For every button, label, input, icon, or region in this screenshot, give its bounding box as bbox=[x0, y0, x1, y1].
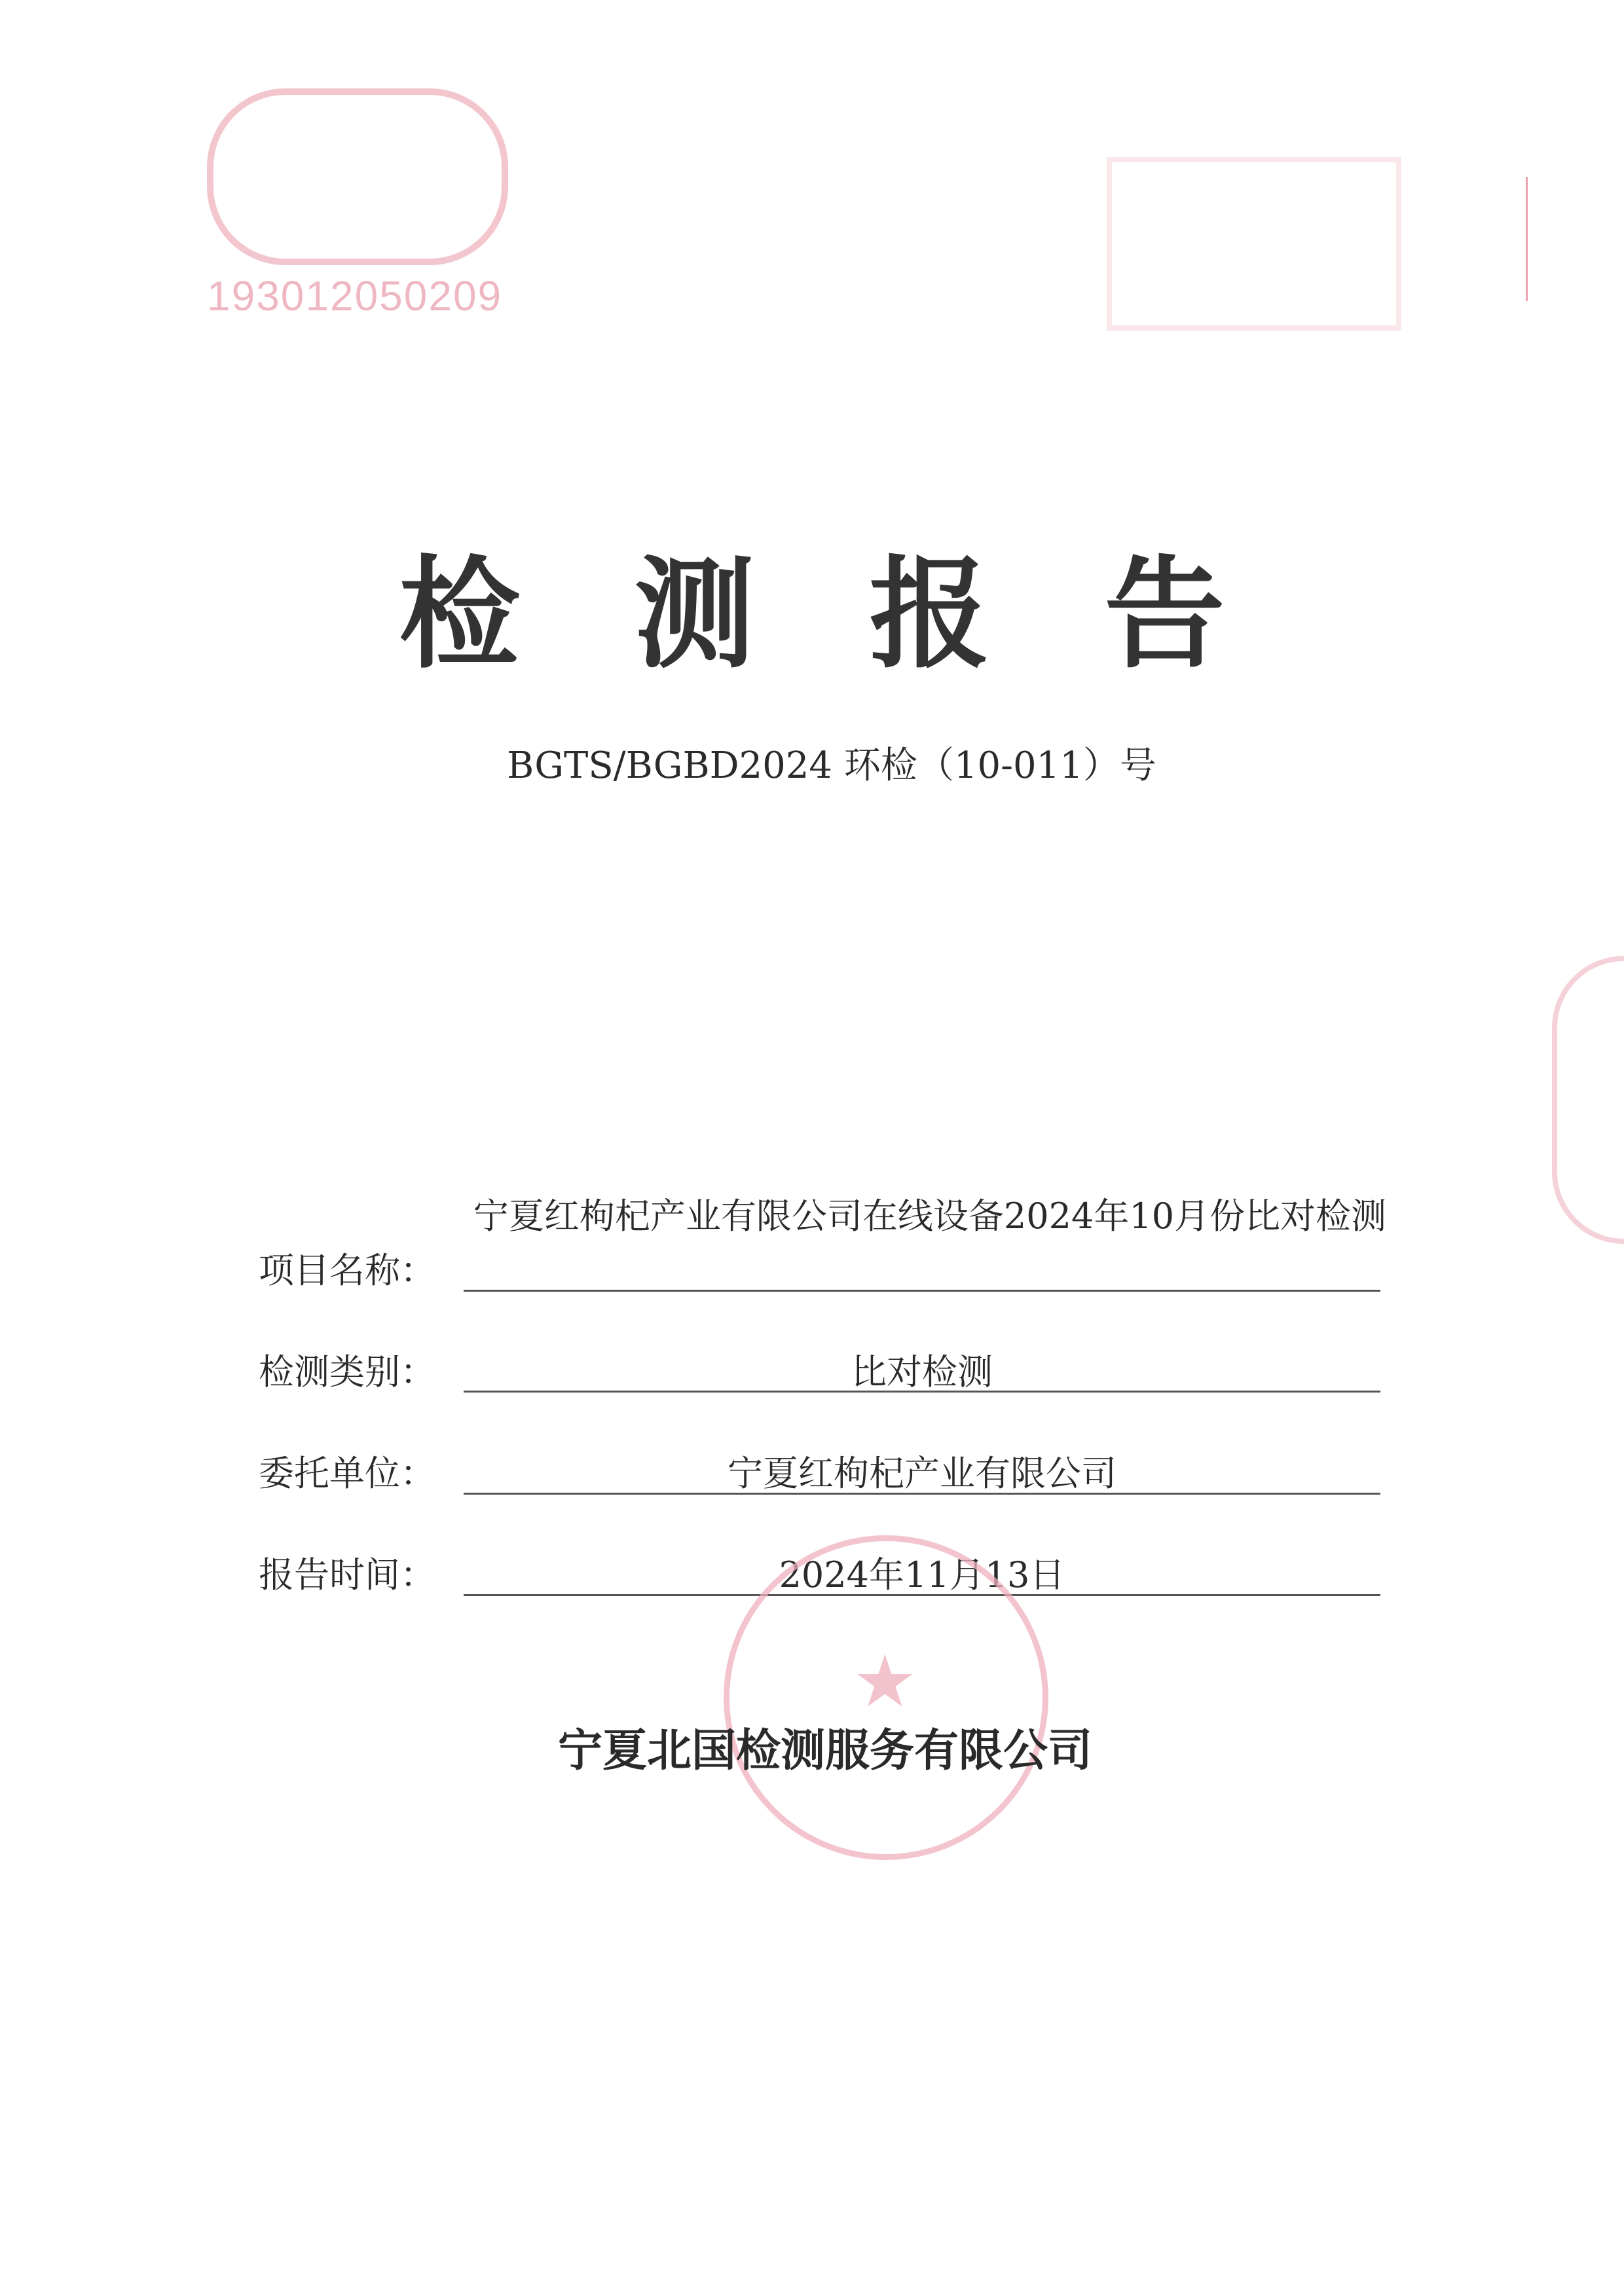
star-icon: ★ bbox=[853, 1639, 917, 1723]
field-label-category: 检测类别： bbox=[259, 1351, 435, 1393]
page-title: 检测报告 bbox=[399, 545, 1340, 685]
underline bbox=[464, 1290, 1380, 1292]
underline bbox=[464, 1493, 1380, 1495]
field-value-client: 宁夏红枸杞产业有限公司 bbox=[728, 1453, 1116, 1494]
field-label-client: 委托单位： bbox=[259, 1453, 435, 1494]
field-value-category: 比对检测 bbox=[851, 1351, 993, 1393]
edge-mark bbox=[1526, 177, 1528, 301]
partial-seal bbox=[1552, 956, 1624, 1244]
issuer-name: 宁夏北国检测服务有限公司 bbox=[557, 1725, 1092, 1777]
field-value-date: 2024年11月13日 bbox=[779, 1554, 1065, 1595]
underline bbox=[464, 1391, 1380, 1393]
report-number: BGTS/BGBD2024 环检（10-011）号 bbox=[507, 744, 1156, 787]
company-seal bbox=[724, 1535, 1048, 1860]
copy-stamp bbox=[1107, 157, 1401, 331]
cma-stamp bbox=[207, 88, 508, 318]
field-value-project: 宁夏红枸杞产业有限公司在线设备2024年10月份比对检测 bbox=[473, 1195, 1387, 1237]
field-label-project: 项目名称： bbox=[259, 1250, 435, 1291]
field-label-date: 报告时间： bbox=[259, 1554, 435, 1595]
cma-logo bbox=[207, 88, 508, 265]
cma-number: 193012050209 bbox=[207, 272, 503, 319]
